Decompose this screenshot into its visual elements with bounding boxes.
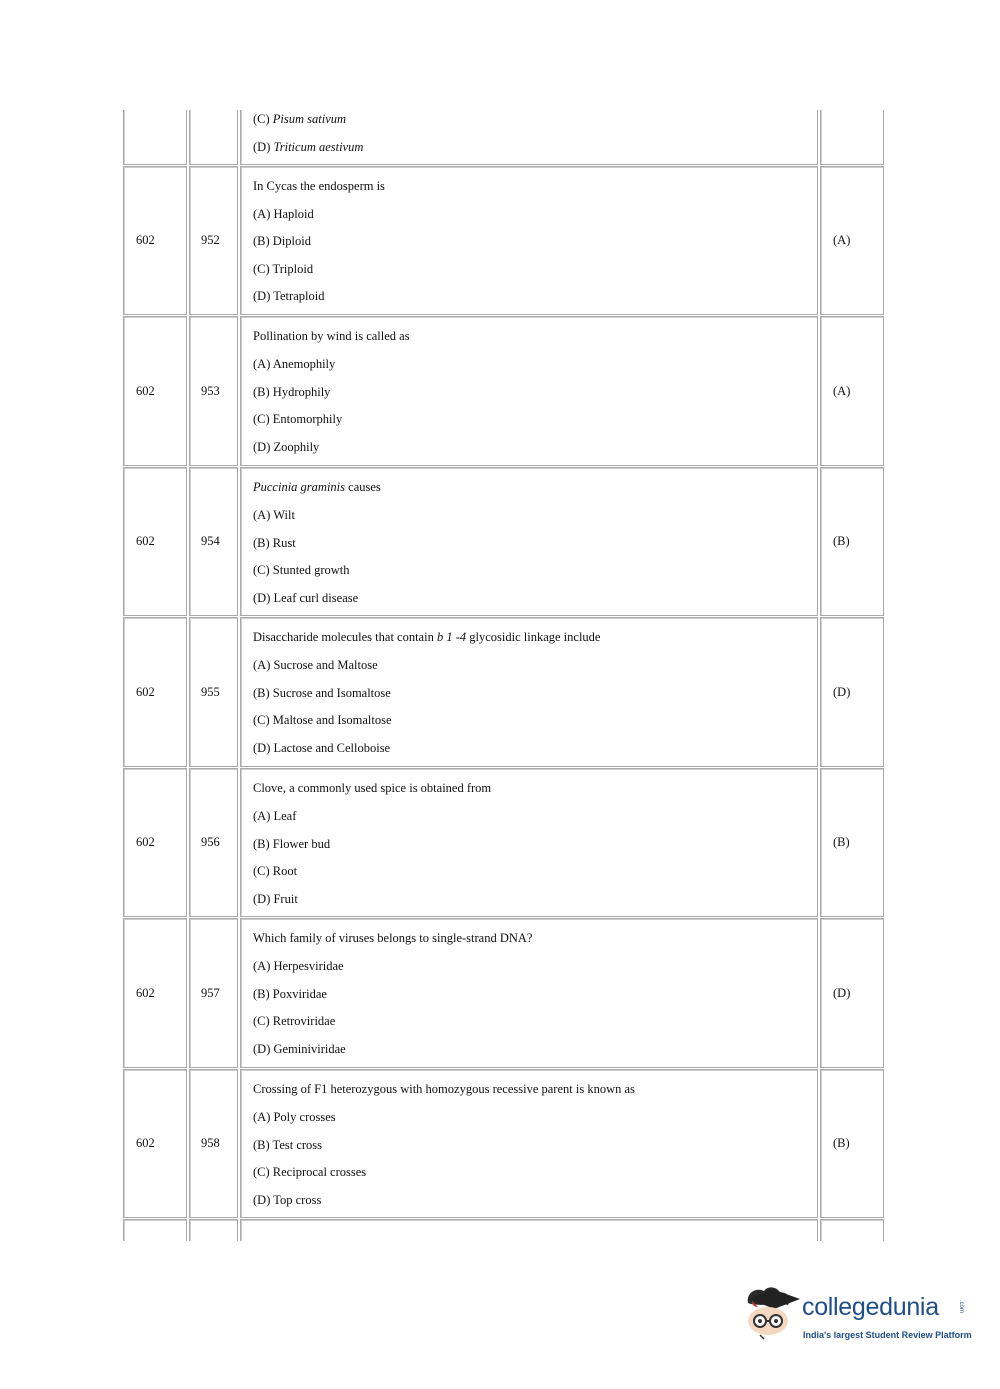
answer-cell: (B) bbox=[820, 768, 884, 917]
qno-cell: 955 bbox=[189, 617, 238, 767]
option-d: (D) Fruit bbox=[253, 892, 298, 906]
question-cell bbox=[240, 768, 818, 917]
table-row bbox=[122, 918, 886, 1068]
question-cell bbox=[240, 1219, 818, 1241]
option-b: (B) Poxviridae bbox=[253, 987, 327, 1001]
question-cell bbox=[240, 316, 818, 466]
option-d: (D) Leaf curl disease bbox=[253, 591, 359, 605]
question-cell bbox=[240, 918, 818, 1068]
code-cell: 602 bbox=[123, 1069, 187, 1218]
answer-cell bbox=[820, 110, 884, 165]
question-text: Clove, a commonly used spice is obtained from bbox=[253, 781, 492, 795]
option-d: (D) Top cross bbox=[253, 1193, 322, 1207]
question-text: Puccinia graminis causes bbox=[253, 480, 381, 494]
option-b: (B) Sucrose and Isomaltose bbox=[253, 686, 391, 700]
option-b: (B) Rust bbox=[253, 536, 296, 550]
option-c: (C) Stunted growth bbox=[253, 563, 350, 577]
option-line: (C) Pisum sativum bbox=[253, 112, 347, 126]
table-row bbox=[122, 166, 886, 315]
answer-cell: (D) bbox=[820, 617, 884, 767]
code-cell: 602 bbox=[123, 467, 187, 616]
code-cell: 602 bbox=[123, 768, 187, 917]
answer-cell: (A) bbox=[820, 316, 884, 466]
qno-cell: 953 bbox=[189, 316, 238, 466]
table-row-partial-bottom bbox=[122, 1219, 886, 1241]
answer-cell: (A) bbox=[820, 166, 884, 315]
option-d: (D) Lactose and Celloboise bbox=[253, 741, 391, 755]
code-cell bbox=[123, 110, 187, 165]
table-row bbox=[122, 467, 886, 616]
code-cell bbox=[123, 1219, 187, 1241]
qno-cell bbox=[189, 110, 238, 165]
answer-cell: (D) bbox=[820, 918, 884, 1068]
code-cell: 602 bbox=[123, 316, 187, 466]
mascot-icon bbox=[742, 1283, 804, 1353]
question-cell bbox=[240, 467, 818, 616]
answer-cell: (B) bbox=[820, 1069, 884, 1218]
option-d: (D) Zoophily bbox=[253, 440, 320, 454]
brand-name: collegedunia bbox=[802, 1293, 939, 1321]
option-d: (D) Geminiviridae bbox=[253, 1042, 346, 1056]
question-text: Pollination by wind is called as bbox=[253, 329, 410, 343]
table-row-partial-top bbox=[122, 110, 886, 165]
option-c: (C) Root bbox=[253, 864, 298, 878]
code-cell: 602 bbox=[123, 617, 187, 767]
collegedunia-logo[interactable] bbox=[742, 1283, 972, 1353]
option-line: (D) Triticum aestivum bbox=[253, 140, 364, 154]
option-c: (C) Triploid bbox=[253, 262, 314, 276]
option-a: (A) Wilt bbox=[253, 508, 295, 522]
option-b: (B) Hydrophily bbox=[253, 385, 331, 399]
qno-cell: 952 bbox=[189, 166, 238, 315]
question-cell bbox=[240, 110, 818, 165]
option-a: (A) Poly crosses bbox=[253, 1110, 336, 1124]
option-d: (D) Tetraploid bbox=[253, 289, 325, 303]
option-a: (A) Anemophily bbox=[253, 357, 336, 371]
qno-cell bbox=[189, 1219, 238, 1241]
option-b: (B) Flower bud bbox=[253, 837, 331, 851]
option-a: (A) Haploid bbox=[253, 207, 314, 221]
option-c: (C) Retroviridae bbox=[253, 1014, 336, 1028]
option-a: (A) Herpesviridae bbox=[253, 959, 344, 973]
qno-cell: 954 bbox=[189, 467, 238, 616]
table-row bbox=[122, 617, 886, 767]
option-c: (C) Maltose and Isomaltose bbox=[253, 713, 392, 727]
question-cell bbox=[240, 617, 818, 767]
question-text: In Cycas the endosperm is bbox=[253, 179, 385, 193]
qno-cell: 958 bbox=[189, 1069, 238, 1218]
code-cell: 602 bbox=[123, 918, 187, 1068]
answer-cell: (B) bbox=[820, 467, 884, 616]
question-text: Disaccharide molecules that contain b 1 -4 glycosidic linkage include bbox=[253, 630, 601, 644]
code-cell: 602 bbox=[123, 166, 187, 315]
question-text: Crossing of F1 heterozygous with homozygous recessive parent is known as bbox=[253, 1082, 635, 1096]
option-b: (B) Test cross bbox=[253, 1138, 323, 1152]
option-b: (B) Diploid bbox=[253, 234, 311, 248]
table-row bbox=[122, 316, 886, 466]
option-a: (A) Sucrose and Maltose bbox=[253, 658, 378, 672]
question-cell bbox=[240, 1069, 818, 1218]
question-text: Which family of viruses belongs to single-strand DNA? bbox=[253, 931, 533, 945]
option-c: (C) Entomorphily bbox=[253, 412, 343, 426]
question-table bbox=[122, 110, 886, 1241]
qno-cell: 956 bbox=[189, 768, 238, 917]
table-row bbox=[122, 1069, 886, 1218]
qno-cell: 957 bbox=[189, 918, 238, 1068]
brand-domain: .com bbox=[958, 1300, 964, 1314]
table-row bbox=[122, 768, 886, 917]
answer-cell bbox=[820, 1219, 884, 1241]
brand-tagline: India's largest Student Review Platform bbox=[803, 1330, 972, 1340]
question-cell bbox=[240, 166, 818, 315]
option-c: (C) Reciprocal crosses bbox=[253, 1165, 367, 1179]
option-a: (A) Leaf bbox=[253, 809, 297, 823]
